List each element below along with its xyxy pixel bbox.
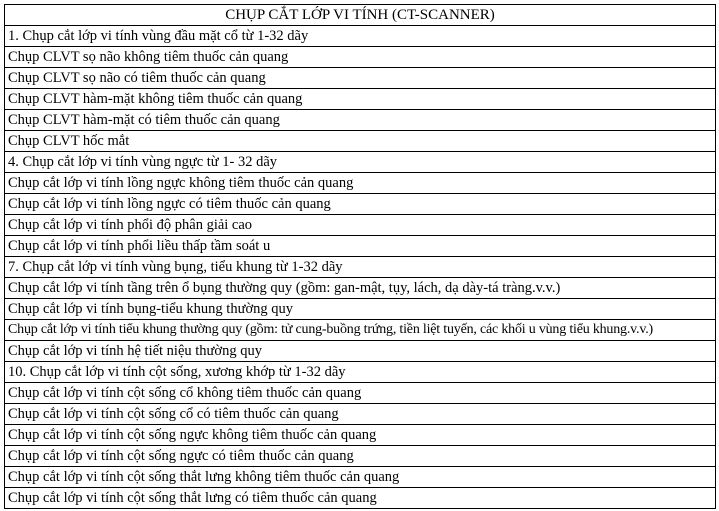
table-row [5, 194, 716, 215]
row-text: Chụp cắt lớp vi tính cột sống ngực có tiêm thuốc cản quang [5, 446, 716, 467]
row-text: 1. Chụp cắt lớp vi tính vùng đầu mặt cổ từ 1-32 dãy [5, 26, 716, 47]
table-row [5, 236, 716, 257]
row-text: Chụp cắt lớp vi tính tiểu khung thường quy (gồm: tử cung-buồng trứng, tiền liệt tuyến, các khối u vùng tiểu khung.v.v.) [5, 320, 716, 341]
table-row [5, 320, 716, 341]
row-text: Chụp cắt lớp vi tính bụng-tiểu khung thường quy [5, 299, 716, 320]
row-text: Chụp cắt lớp vi tính lồng ngực có tiêm thuốc cản quang [5, 194, 716, 215]
row-text: 10. Chụp cắt lớp vi tính cột sống, xương khớp từ 1-32 dãy [5, 362, 716, 383]
row-text: Chụp cắt lớp vi tính cột sống thắt lưng có tiêm thuốc cản quang [5, 488, 716, 509]
row-text: Chụp CLVT sọ não không tiêm thuốc cản quang [5, 47, 716, 68]
table-row [5, 257, 716, 278]
row-text: Chụp CLVT hốc mắt [5, 131, 716, 152]
table-row [5, 383, 716, 404]
table-row [5, 467, 716, 488]
row-text: Chụp cắt lớp vi tính cột sống thắt lưng không tiêm thuốc cản quang [5, 467, 716, 488]
row-text: Chụp CLVT sọ não có tiêm thuốc cản quang [5, 68, 716, 89]
table-row [5, 68, 716, 89]
table-row [5, 278, 716, 299]
table-row [5, 425, 716, 446]
table-row [5, 404, 716, 425]
row-text: Chụp CLVT hàm-mặt có tiêm thuốc cản quang [5, 110, 716, 131]
table-row [5, 299, 716, 320]
table-row [5, 131, 716, 152]
table-row [5, 341, 716, 362]
table-row [5, 362, 716, 383]
table-row [5, 173, 716, 194]
row-text: Chụp cắt lớp vi tính lồng ngực không tiêm thuốc cản quang [5, 173, 716, 194]
row-text: Chụp cắt lớp vi tính hệ tiết niệu thường quy [5, 341, 716, 362]
row-text: 4. Chụp cắt lớp vi tính vùng ngực từ 1- 32 dãy [5, 152, 716, 173]
table-title: CHỤP CẮT LỚP VI TÍNH (CT-SCANNER) [5, 5, 716, 26]
table-row [5, 47, 716, 68]
title-row [5, 5, 716, 26]
row-text: Chụp cắt lớp vi tính cột sống cổ có tiêm thuốc cản quang [5, 404, 716, 425]
row-text: Chụp cắt lớp vi tính cột sống ngực không tiêm thuốc cản quang [5, 425, 716, 446]
row-text: Chụp cắt lớp vi tính phổi độ phân giải cao [5, 215, 716, 236]
row-text: Chụp CLVT hàm-mặt không tiêm thuốc cản quang [5, 89, 716, 110]
row-text: Chụp cắt lớp vi tính tầng trên ổ bụng thường quy (gồm: gan-mật, tụy, lách, dạ dày-tá tràng.v.v.) [5, 278, 716, 299]
table-row [5, 152, 716, 173]
ct-scanner-service-table [4, 4, 716, 509]
row-text: Chụp cắt lớp vi tính phổi liều thấp tầm soát u [5, 236, 716, 257]
row-text: 7. Chụp cắt lớp vi tính vùng bụng, tiểu khung từ 1-32 dãy [5, 257, 716, 278]
table-row [5, 110, 716, 131]
table-body [5, 5, 716, 509]
table-row [5, 215, 716, 236]
table-row [5, 26, 716, 47]
table-row [5, 488, 716, 509]
table-row [5, 446, 716, 467]
table-row [5, 89, 716, 110]
row-text: Chụp cắt lớp vi tính cột sống cổ không tiêm thuốc cản quang [5, 383, 716, 404]
